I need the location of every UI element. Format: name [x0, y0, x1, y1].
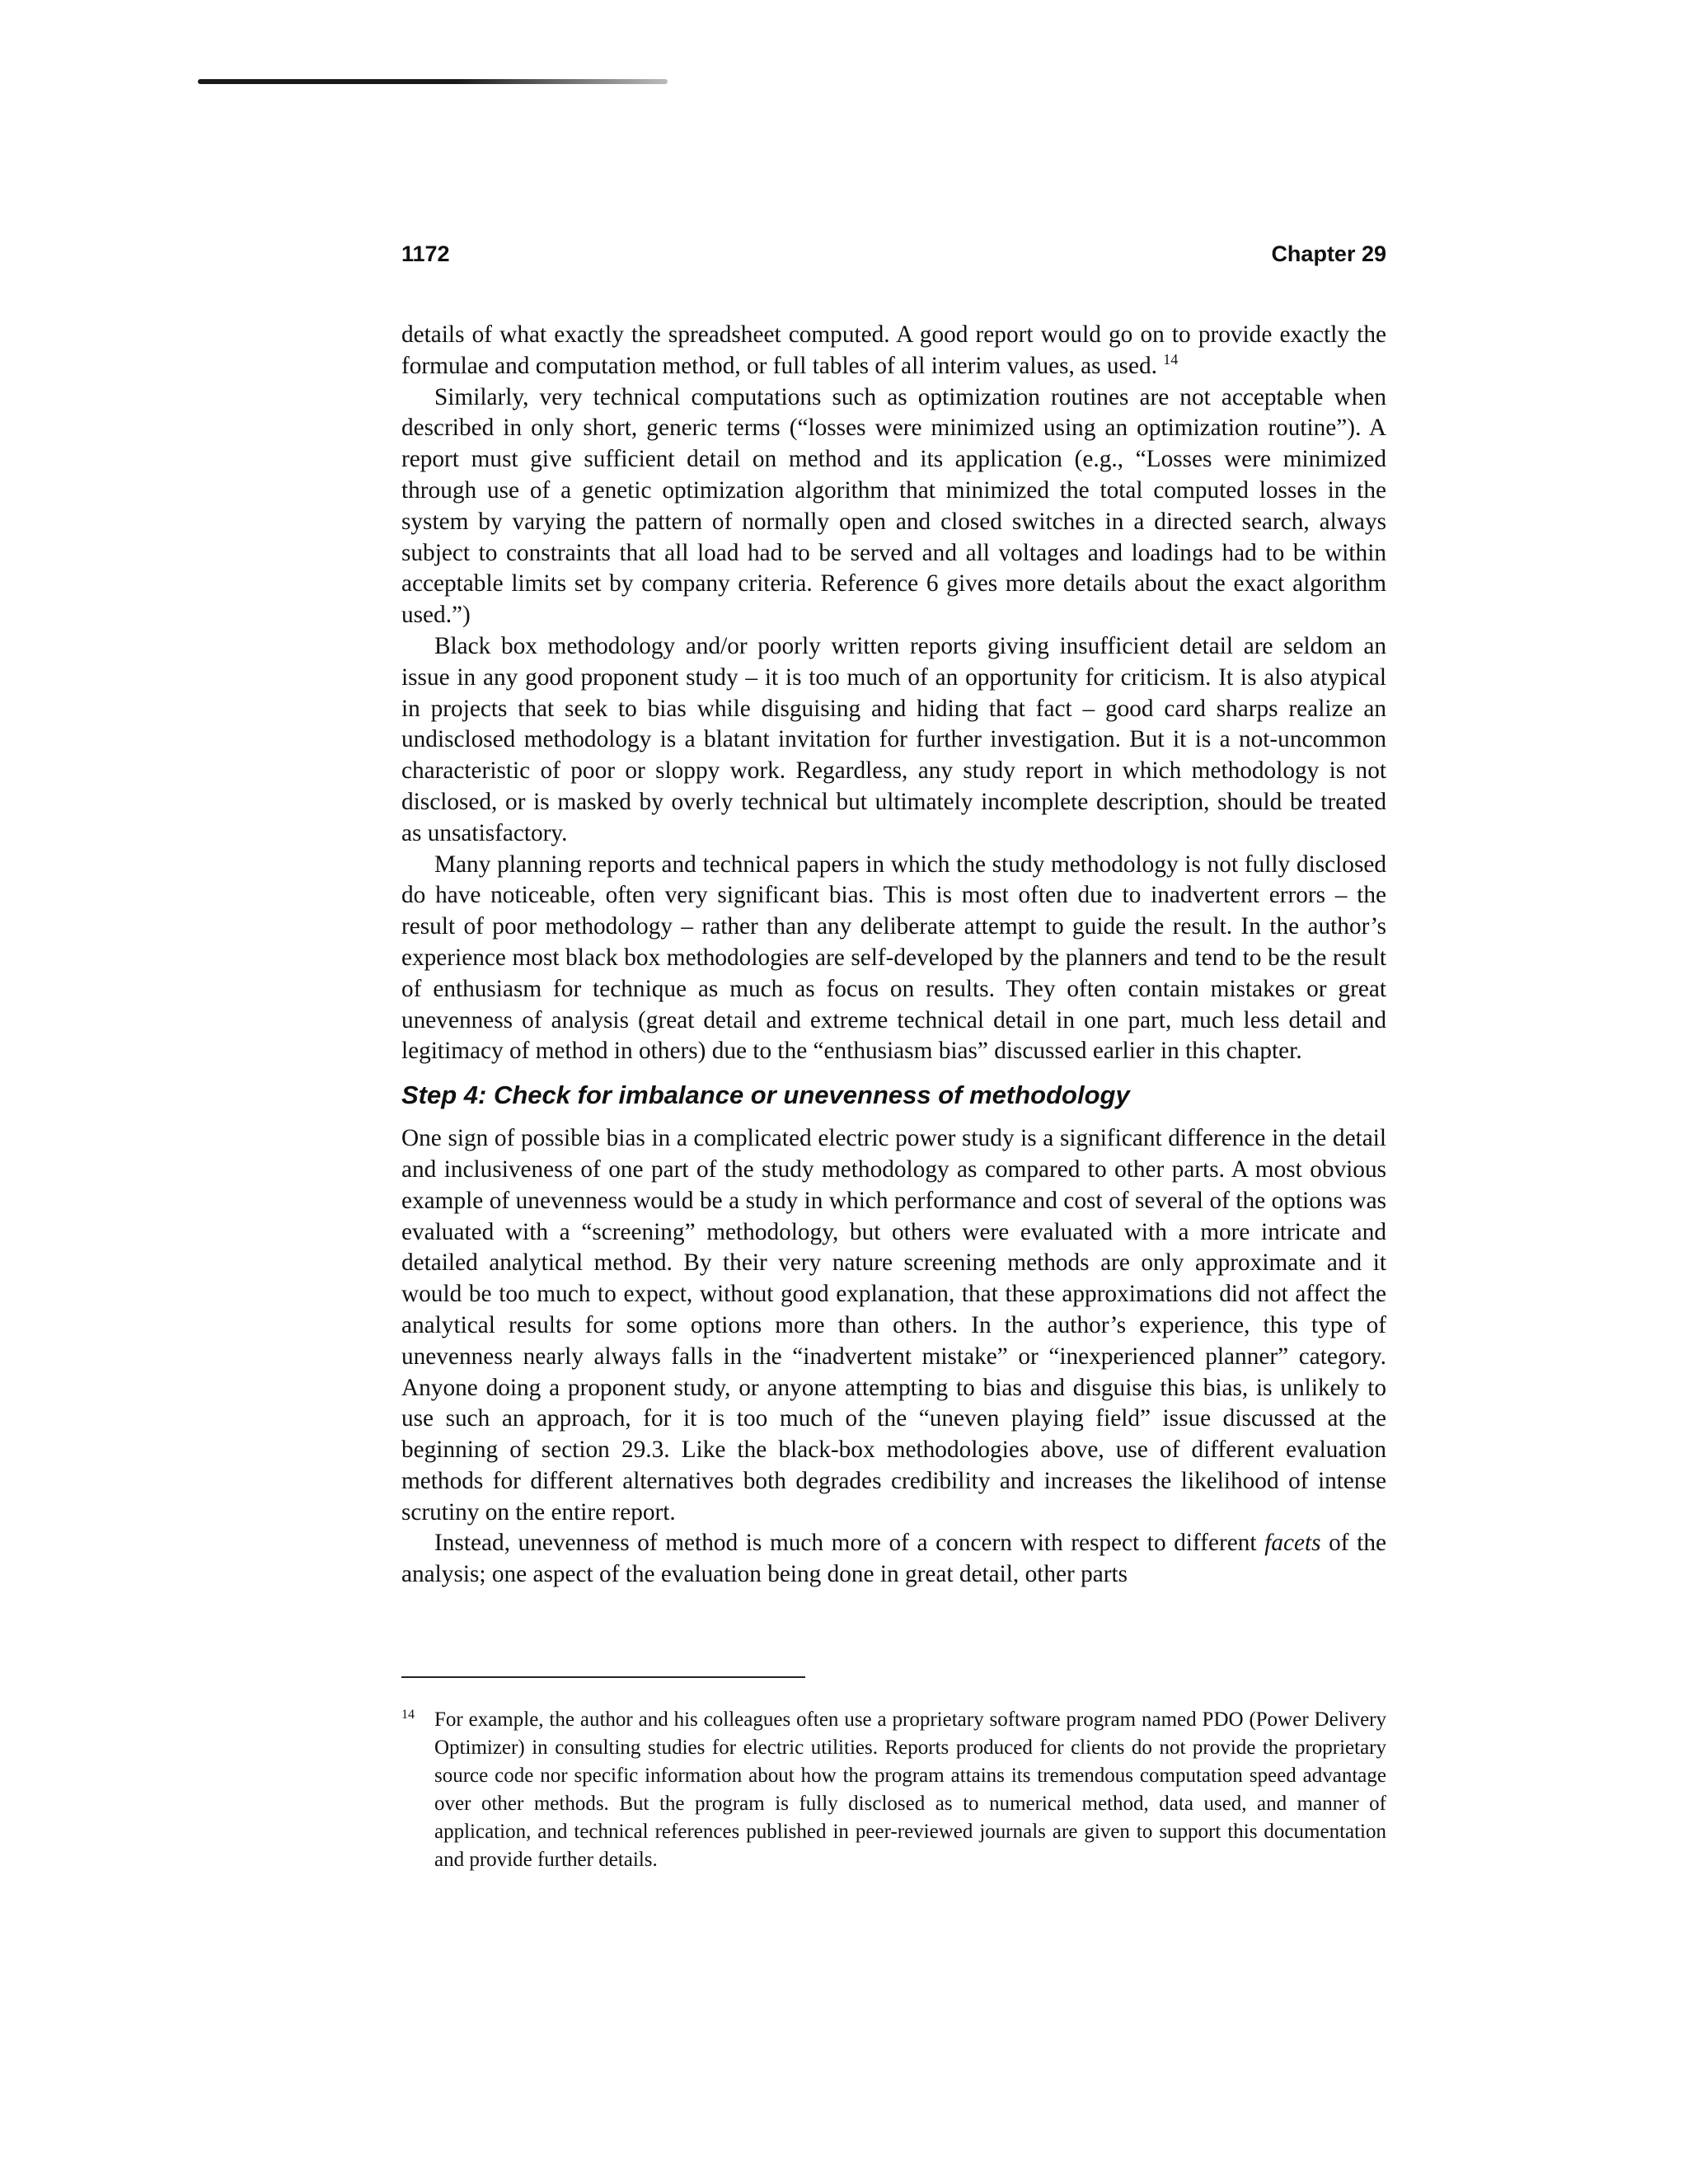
paragraph-text: of the analysis; one aspect of the evaluation being done in great detail, other parts — [401, 1530, 1386, 1588]
chapter-label: Chapter 29 — [1271, 241, 1386, 266]
section-heading: Step 4: Check for imbalance or unevenness of methodology — [401, 1080, 1130, 1110]
footnote-text: For example, the author and his colleagues often use a proprietary software program named PDO (Power Delivery Optimizer) in consulting studies for electric utilities. Reports produced for clients do not provide the proprietary source code nor specific information about how the program attains its tremendous computation speed advantage over other methods. But the program is fully disclosed as to numerical method, data used, and manner of application, and technical references published in peer-reviewed journals are given to support this documentation and provide further details. — [434, 1708, 1386, 1871]
scan-artifact-rule — [198, 79, 668, 84]
paragraph — [401, 1528, 1386, 1591]
page-number: 1172 — [401, 241, 450, 266]
running-head — [401, 239, 1386, 269]
footnote-reference[interactable]: 14 — [1163, 351, 1179, 368]
footnote-separator — [401, 1676, 805, 1678]
paragraph: Black box methodology and/or poorly written reports giving insufficient detail are seldom an issue in any good proponent study – it is too much of an opportunity for criticism. It is also atypical in projects that seek to bias while disguising and hiding that fact – good card sharps realize an undisclosed methodology is a blatant invitation for further investigation. But it is a not-uncommon characteristic of poor or sloppy work. Regardless, any study report in which methodology is not disclosed, or is masked by overly technical but ultimately incomplete description, should be treated as unsatisfactory. — [401, 632, 1386, 846]
paragraph — [401, 320, 1386, 382]
body-text — [401, 320, 1386, 1591]
paragraph-text: Instead, unevenness of method is much more of a concern with respect to different — [434, 1530, 1265, 1557]
paragraph: One sign of possible bias in a complicated electric power study is a significant difference in the detail and inclusiveness of one part of the study methodology as compared to other parts. A most obvious example of unevenness would be a study in which performance and cost of several of the options was evaluated with a “screening” methodology, but others were evaluated with a more intricate and detailed analytical method. By their very nature screening methods are only approximate and it would be too much to expect, without good explanation, that these approximations did not affect the analytical results for some options more than others. In the author’s experience, this type of unevenness nearly always falls in the “inadvertent mistake” or “inexperienced planner” category. Anyone doing a proponent study, or anyone attempting to bias and disguise this bias, is unlikely to use such an approach, for it is too much of the “uneven playing field” issue discussed at the beginning of section 29.3. Like the black-box methodologies above, use of different evaluation methods for different alternatives both degrades credibility and increases the likelihood of intense scrutiny on the entire report. — [401, 1125, 1386, 1526]
footnote: 14 For example, the author and his colleagues often use a proprietary software program named PDO (Power Delivery Optimizer) in consulting studies for electric utilities. Reports produced for clients do not provide the proprietary source code nor specific information about how the program attains its tremendous computation speed advantage over other methods. But the program is fully disclosed as to numerical method, data used, and manner of application, and technical references published in peer-reviewed journals are given to support this documentation and provide further details. — [401, 1707, 1386, 1871]
paragraph-text: details of what exactly the spreadsheet computed. A good report would go on to provide exactly the formulae and computation method, or full tables of all interim values, as used. — [401, 321, 1386, 379]
emphasis-text: facets — [1264, 1530, 1321, 1557]
paragraph: Similarly, very technical computations such as optimization routines are not acceptable when described in only short, generic terms (“losses were minimized using an optimization routine”). A report must give sufficient detail on method and its application (e.g., “Losses were minimized through use of a genetic optimization algorithm that minimized the total computed losses in the system by varying the pattern of normally open and closed switches in a directed search, always subject to constraints that all load had to be served and all voltages and loadings had to be within acceptable limits set by company criteria. Reference 6 gives more details about the exact algorithm used.”) — [401, 383, 1386, 629]
paragraph: Many planning reports and technical papers in which the study methodology is not fully disclosed do have noticeable, often very significant bias. This is most often due to inadvertent errors – the result of poor methodology – rather than any deliberate attempt to guide the result. In the author’s experience most black box methodologies are self-developed by the planners and tend to be the result of enthusiasm for technique as much as focus on results. They often contain mistakes or great unevenness of analysis (great detail and extreme technical detail in one part, much less detail and legitimacy of method in others) due to the “enthusiasm bias” discussed earlier in this chapter. — [401, 851, 1386, 1065]
